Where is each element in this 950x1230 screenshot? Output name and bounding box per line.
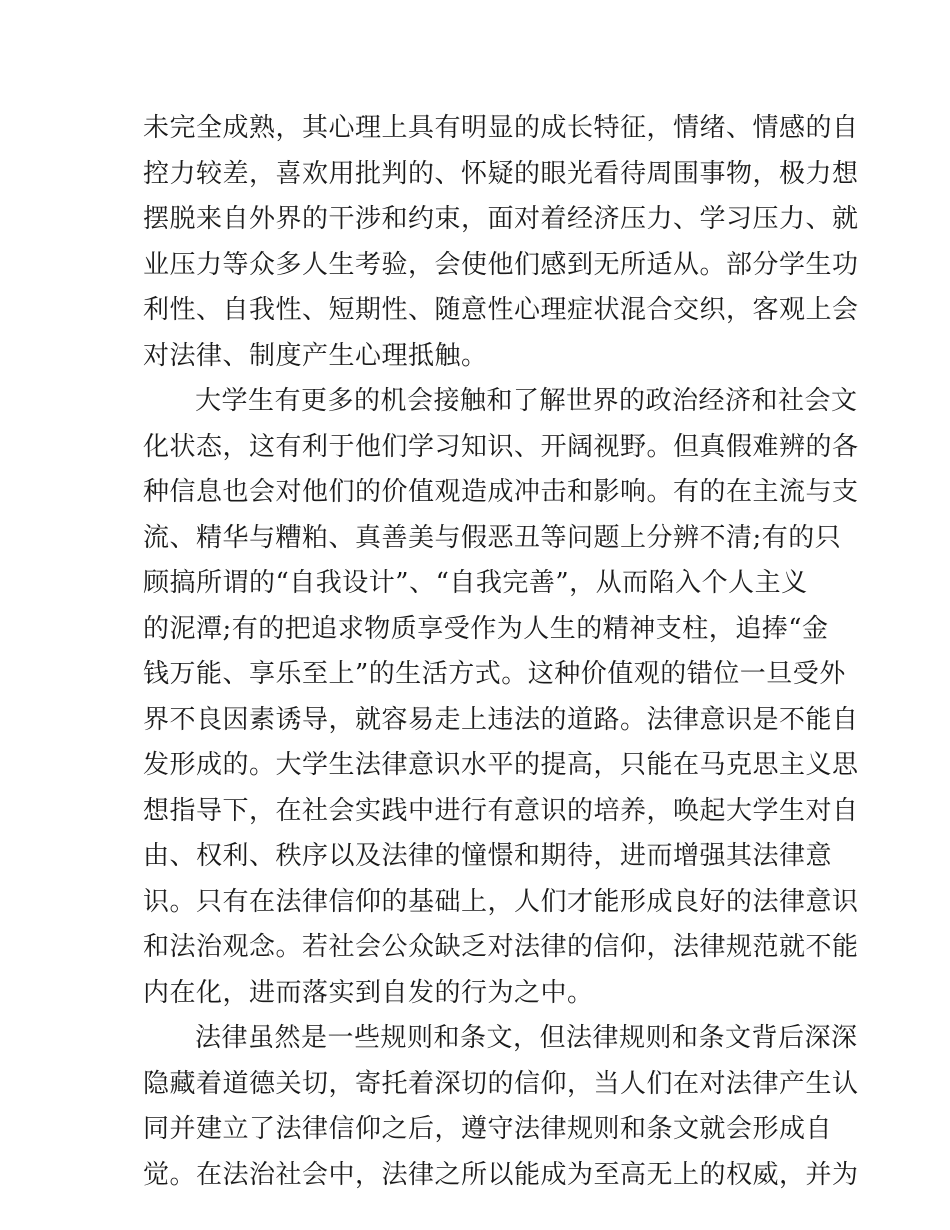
text-line: 未完全成熟，其心理上具有明显的成长特征，情绪、情感的自 [143,113,859,143]
text-line: 利性、自我性、短期性、随意性心理症状混合交织，客观上会 [143,295,859,325]
text-line: 和法治观念。若社会公众缺乏对法律的信仰，法律规范就不能 [143,932,859,962]
text-line: 顾搞所谓的“自我设计”、“自我完善”，从而陷入个人主义 [143,568,808,598]
text-line: 法律虽然是一些规则和条文，但法律规则和条文背后深深 [195,1023,858,1053]
text-line: 种信息也会对他们的价值观造成冲击和影响。有的在主流与支 [143,477,859,507]
text-line: 钱万能、享乐至上”的生活方式。这种价值观的错位一旦受外 [143,659,846,689]
text-line: 控力较差，喜欢用批判的、怀疑的眼光看待周围事物，极力想 [143,158,859,189]
text-line: 由、权利、秩序以及法律的憧憬和期待，进而增强其法律意 [143,841,833,871]
text-line: 对法律、制度产生心理抵触。 [143,340,488,371]
text-line: 界不良因素诱导，就容易走上违法的道路。法律意识是不能自 [143,704,859,735]
text-line: 摆脱来自外界的干涉和约束，面对着经济压力、学习压力、就 [143,204,859,234]
text-line: 觉。在法治社会中，法律之所以能成为至高无上的权威，并为 [143,1159,859,1190]
body-text [143,106,859,1198]
text-line: 隐藏着道德关切，寄托着深切的信仰，当人们在对法律产生认 [143,1068,859,1099]
text-line: 同并建立了法律信仰之后，遵守法律规则和条文就会形成自 [143,1114,833,1144]
text-line: 想指导下，在社会实践中进行有意识的培养，唤起大学生对自 [143,795,859,826]
text-line: 化状态，这有利于他们学习知识、开阔视野。但真假难辨的各 [143,431,859,462]
text-line: 内在化，进而落实到自发的行为之中。 [143,977,594,1008]
text-line: 流、精华与糟粕、真善美与假恶丑等问题上分辨不清;有的只 [143,522,842,553]
text-line: 识。只有在法律信仰的基础上，人们才能形成良好的法律意识 [143,886,859,917]
text-line: 业压力等众多人生考验，会使他们感到无所适从。部分学生功 [143,249,859,280]
text-line: 发形成的。大学生法律意识水平的提高，只能在马克思主义思 [143,750,859,780]
text-line: 大学生有更多的机会接触和了解世界的政治经济和社会文 [195,386,858,416]
text-line: 的泥潭;有的把追求物质享受作为人生的精神支柱，追捧“金 [143,613,829,644]
